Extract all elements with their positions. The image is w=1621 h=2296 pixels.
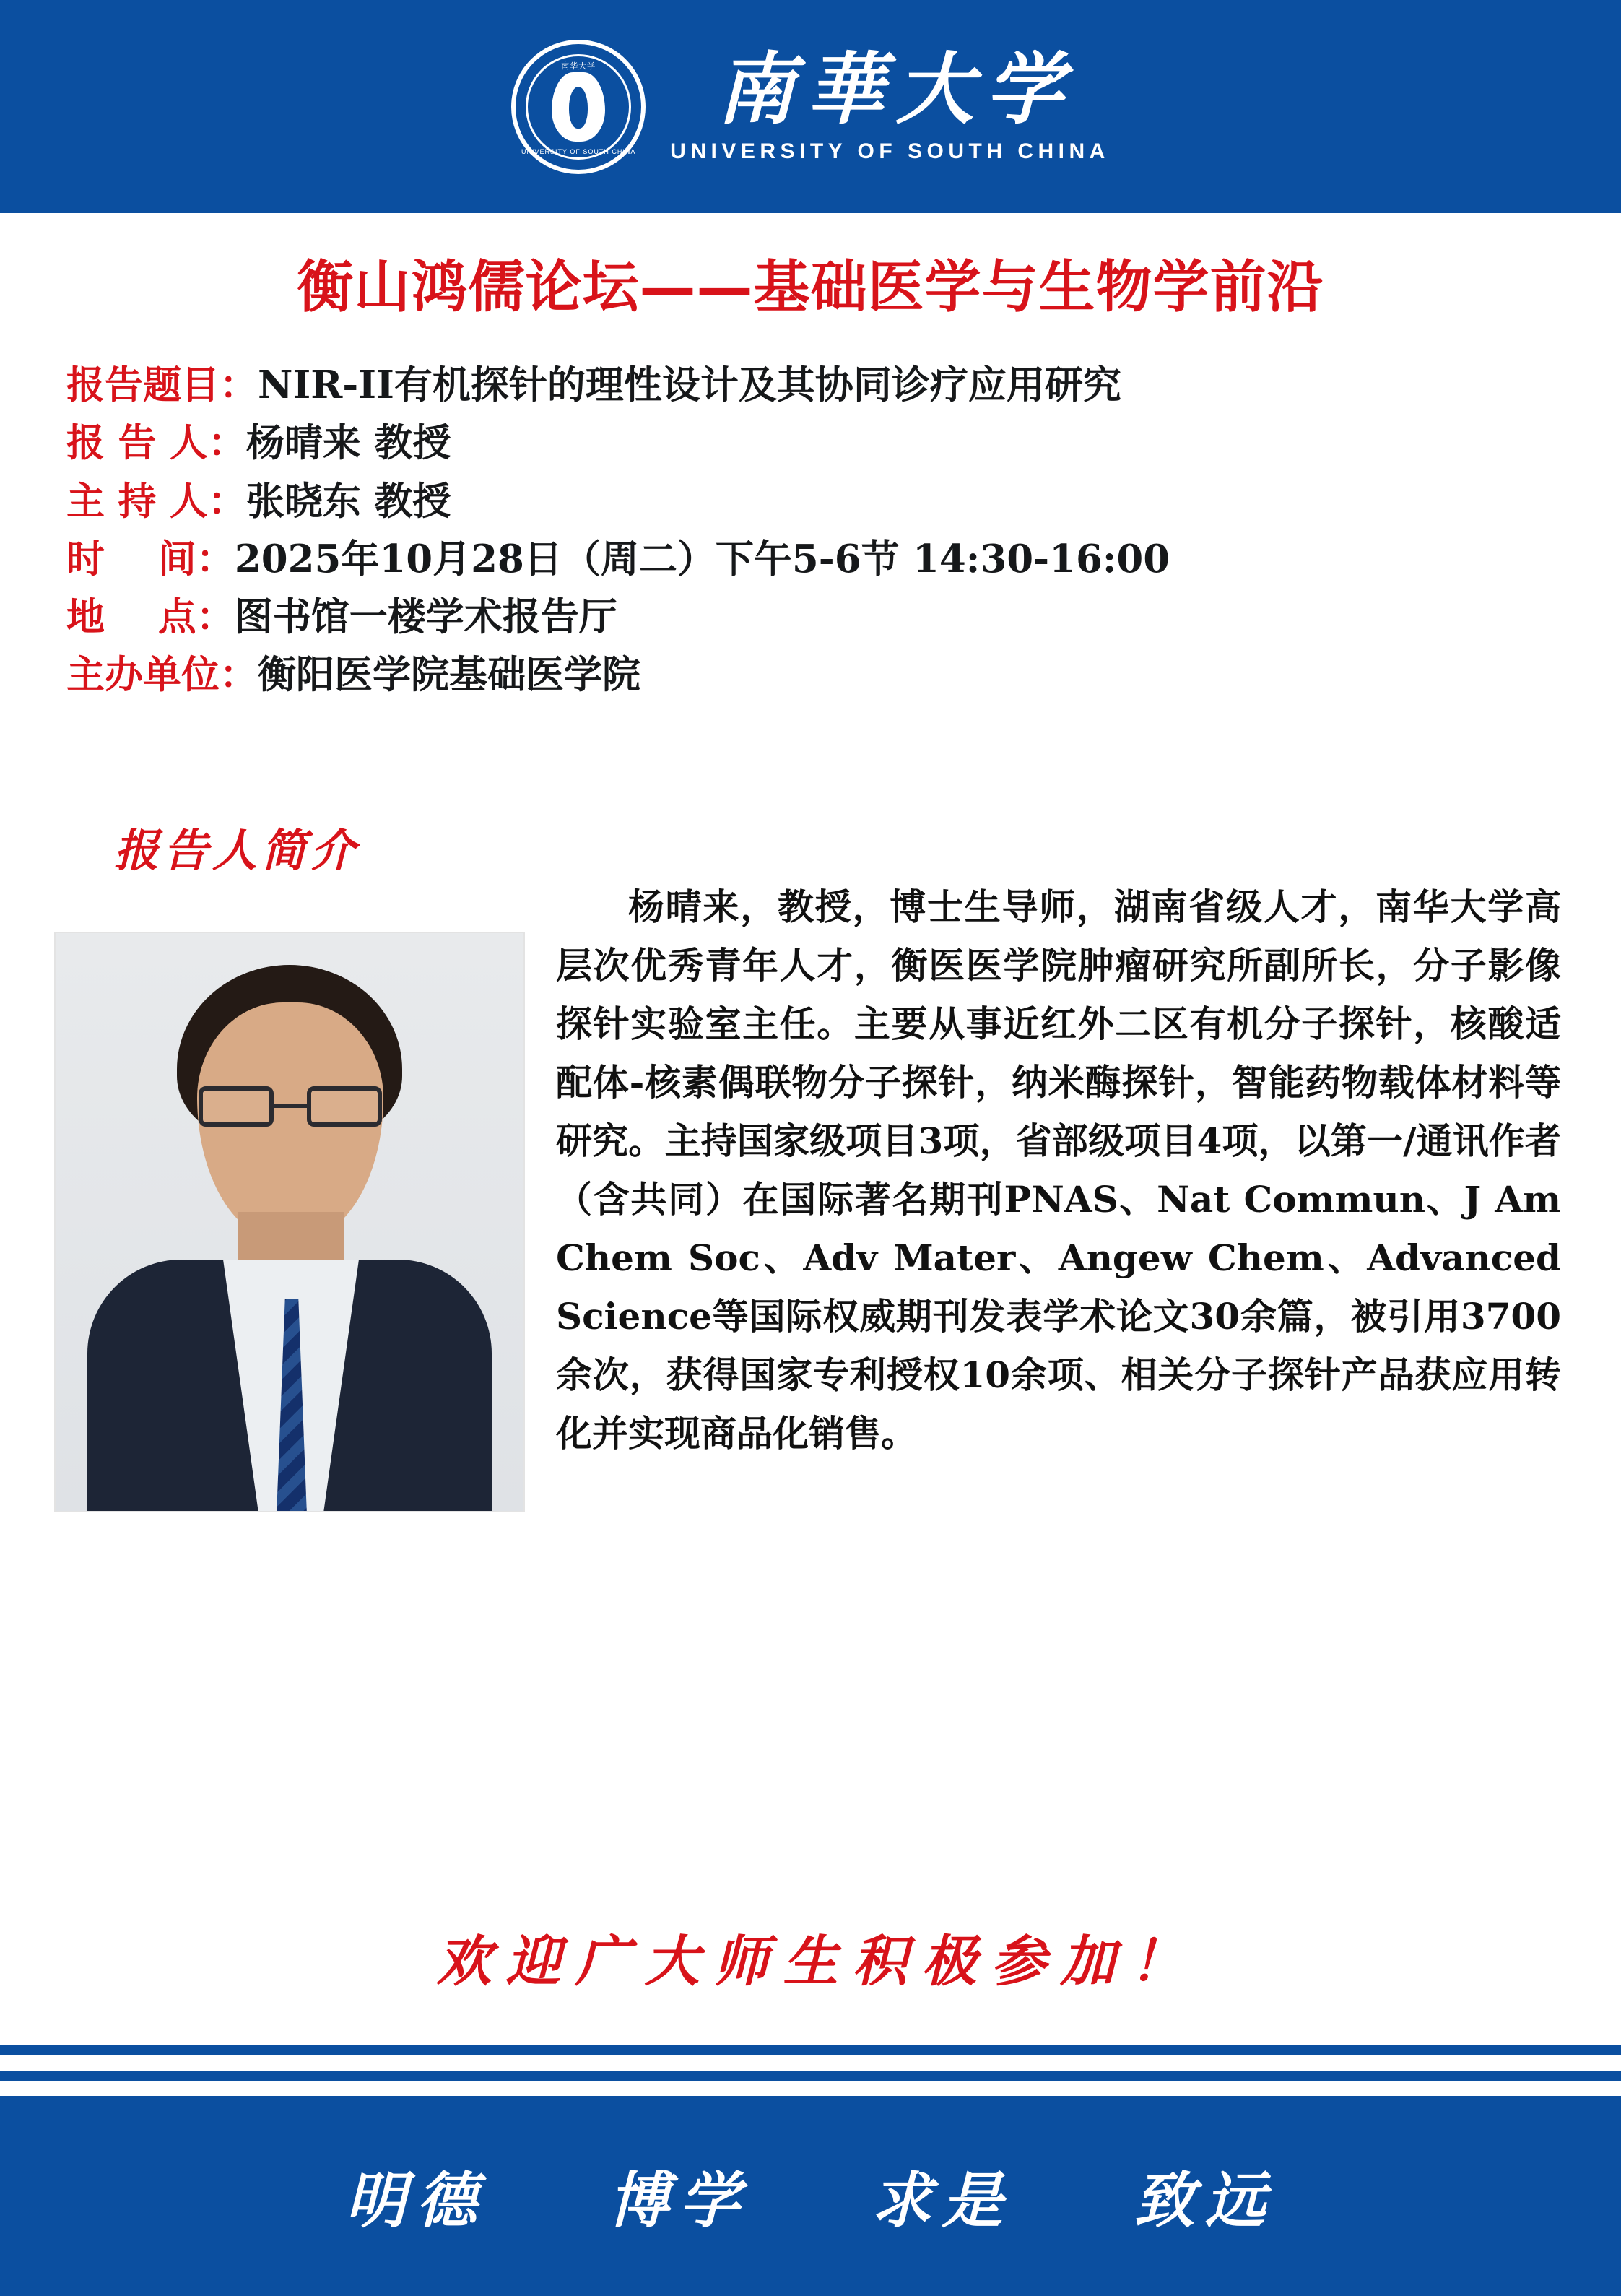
footer-motto-word: 求是 [871, 2165, 1013, 2236]
info-label: 主 持 人： [66, 478, 246, 524]
speaker-portrait [54, 932, 525, 1512]
footer-motto-word: 明德 [345, 2165, 487, 2236]
info-value: NIR-II有机探针的理性设计及其协同诊疗应用研究 [258, 363, 1121, 407]
info-value: 2025年10月28日（周二）下午5-6节 14:30-16:00 [234, 536, 1170, 581]
info-label: 主办单位： [66, 652, 258, 698]
info-row [66, 361, 1554, 409]
info-row [66, 477, 1554, 525]
portrait-glasses-icon [197, 1086, 383, 1131]
info-value: 杨晴来 教授 [245, 420, 451, 466]
page-title: 衡山鸿儒论坛——基础医学与生物学前沿 [297, 254, 1324, 320]
header-band [0, 0, 1621, 213]
info-row [66, 535, 1554, 583]
info-value: 图书馆一楼学术报告厅 [234, 594, 617, 639]
info-row [66, 651, 1554, 698]
info-row [66, 593, 1554, 641]
seal-top-text: 南华大学 [561, 61, 596, 71]
footer-rule-bottom [0, 2071, 1621, 2081]
university-logo [511, 40, 1110, 174]
info-label: 报 告 人： [66, 420, 246, 466]
footer-motto-word: 博学 [608, 2165, 750, 2236]
info-label: 地 点： [66, 594, 235, 639]
info-row [66, 419, 1554, 467]
event-info-list [66, 361, 1554, 709]
info-value: 衡阳医学院基础医学院 [258, 652, 640, 698]
university-name [670, 43, 1110, 164]
speaker-bio-heading: 报告人简介 [114, 824, 360, 877]
university-seal-icon [511, 40, 646, 174]
info-value: 张晓东 教授 [245, 478, 451, 524]
speaker-bio-text: 杨晴来，教授，博士生导师，湖南省级人才，南华大学高层次优秀青年人才，衡医医学院肿瘤研究所副所长，分子影像探针实验室主任。主要从事近红外二区有机分子探针，核酸适配体-核素偶联物分子探针，纳米酶探针，智能药物载体材料等研究。主持国家级项目3项，省部级项目4项，以第一/通讯作者（含共同）在国际著名期刊PNAS、Nat Commun、J Am Chem Soc、Adv Mater、Angew Chem、Advanced Science等国际权威期刊发表学术论文30余篇，被引用3700余次，获得国家专利授权10余项、相关分子探针产品获应用转化并实现商品化销售。 [556, 885, 1561, 1455]
seal-core-shape [552, 72, 605, 142]
footer-rule-top [0, 2045, 1621, 2055]
university-name-en: UNIVERSITY OF SOUTH CHINA [670, 139, 1110, 164]
university-name-cn: 南華大学 [716, 43, 1075, 135]
footer-band [0, 2096, 1621, 2296]
seal-bottom-text: UNIVERSITY OF SOUTH CHINA [521, 147, 636, 155]
info-label: 报告题目： [66, 363, 258, 407]
welcome-message: 欢迎广大师生积极参加！ [436, 1929, 1199, 1993]
footer-motto-word: 致远 [1134, 2165, 1276, 2236]
info-label: 时 间： [66, 536, 235, 581]
